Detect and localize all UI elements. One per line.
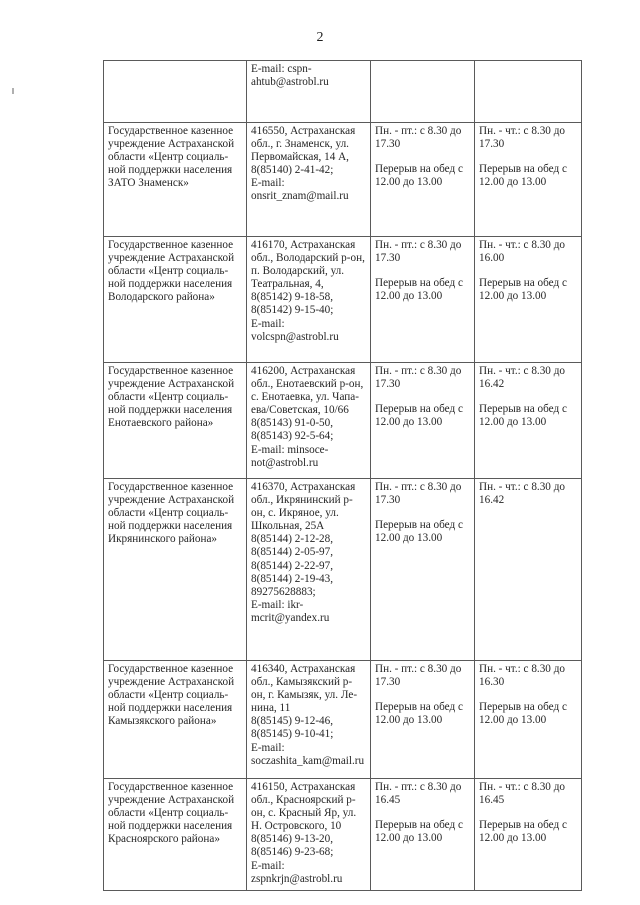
address-line: он, г. Камызяк, ул. Ле- bbox=[251, 689, 358, 702]
address-line: 8(85144) 2-05-97, bbox=[251, 546, 334, 559]
alt-hours-cell bbox=[475, 363, 582, 479]
address-cell bbox=[247, 479, 371, 661]
address-line: 8(85140) 2-41-42; bbox=[251, 164, 334, 177]
address-line: 8(85146) 9-23-68; bbox=[251, 846, 334, 859]
lunch-break: Перерыв на обед с 12.00 до 13.00 bbox=[479, 277, 567, 303]
weekday-hours-cell bbox=[371, 123, 475, 237]
table-row bbox=[104, 237, 582, 363]
weekday-hours-cell bbox=[371, 479, 475, 661]
address-line: 416370, Астраханская bbox=[251, 481, 356, 493]
organization-cell bbox=[104, 123, 247, 237]
address-line: Театральная, 4, bbox=[251, 278, 324, 291]
address-line: not@astrobl.ru bbox=[251, 456, 319, 469]
lunch-break: Перерыв на обед с 12.00 до 13.00 bbox=[375, 819, 463, 845]
address-line: 416170, Астраханская bbox=[251, 239, 356, 251]
address-line: 416150, Астраханская bbox=[251, 781, 356, 793]
address-line: E-mail: ikr- bbox=[251, 598, 304, 611]
table-row bbox=[104, 363, 582, 479]
organization-name: Государственное казенное учреждение Астраханской области «Центр социаль-ной поддержки населения Красноярского района» bbox=[108, 781, 235, 846]
lunch-break: Перерыв на обед с 12.00 до 13.00 bbox=[375, 163, 463, 189]
address-cell bbox=[247, 123, 371, 237]
alt-hours-cell bbox=[475, 61, 582, 123]
address-line: E-mail: cspn- bbox=[251, 63, 312, 75]
address-line: soczashita_kam@mail.ru bbox=[251, 754, 365, 767]
address-line: E-mail: bbox=[251, 741, 285, 754]
address-line: Школьная, 25А bbox=[251, 520, 325, 533]
organization-name: Государственное казенное учреждение Астраханской области «Центр социаль-ной поддержки населения Енотаевского района» bbox=[108, 365, 235, 430]
address-line: 8(85144) 2-19-43, bbox=[251, 572, 334, 585]
weekday-hours-cell bbox=[371, 363, 475, 479]
lunch-break: Перерыв на обед с 12.00 до 13.00 bbox=[375, 519, 463, 545]
organization-cell bbox=[104, 237, 247, 363]
address-cell bbox=[247, 237, 371, 363]
weekday-hours-cell bbox=[371, 61, 475, 123]
address-line: 8(85142) 9-15-40; bbox=[251, 304, 334, 317]
address-line: E-mail: minsoce- bbox=[251, 443, 329, 456]
address-line: 8(85146) 9-13-20, bbox=[251, 833, 334, 846]
organization-cell bbox=[104, 661, 247, 779]
address-line: обл., Камызякский р- bbox=[251, 676, 353, 689]
working-hours: Пн. - чт.: с 8.30 до 16.42 bbox=[479, 365, 565, 391]
page-number: 2 bbox=[316, 30, 324, 45]
organization-cell bbox=[104, 61, 247, 123]
alt-hours-cell bbox=[475, 123, 582, 237]
lunch-break: Перерыв на обед с 12.00 до 13.00 bbox=[375, 277, 463, 303]
address-line: volcspn@astrobl.ru bbox=[251, 330, 339, 343]
address-line: ahtub@astrobl.ru bbox=[251, 76, 329, 89]
weekday-hours-cell bbox=[371, 779, 475, 891]
address-line: 89275628883; bbox=[251, 585, 316, 598]
address-line: 8(85143) 91-0-50, bbox=[251, 417, 334, 430]
alt-hours-cell bbox=[475, 237, 582, 363]
address-line: Н. Островского, 10 bbox=[251, 820, 342, 833]
lunch-break: Перерыв на обед с 12.00 до 13.00 bbox=[479, 819, 567, 845]
address-line: onsrit_znam@mail.ru bbox=[251, 190, 349, 203]
address-line: 416340, Астраханская bbox=[251, 663, 356, 675]
address-line: E-mail: bbox=[251, 859, 285, 872]
working-hours: Пн. - пт.: с 8.30 до 17.30 bbox=[375, 663, 462, 689]
address-line: 416550, Астраханская bbox=[251, 125, 356, 137]
table-row bbox=[104, 779, 582, 891]
address-line: ева/Советская, 10/66 bbox=[251, 404, 349, 417]
lunch-break: Перерыв на обед с 12.00 до 13.00 bbox=[375, 701, 463, 727]
address-line: 8(85143) 92-5-64; bbox=[251, 430, 334, 443]
address-line: п. Володарский, ул. bbox=[251, 265, 345, 278]
address-cell bbox=[247, 779, 371, 891]
address-line: mcrit@yandex.ru bbox=[251, 611, 330, 624]
lunch-break: Перерыв на обед с 12.00 до 13.00 bbox=[479, 163, 567, 189]
address-line: 8(85142) 9-18-58, bbox=[251, 291, 334, 304]
working-hours: Пн. - чт.: с 8.30 до 16.42 bbox=[479, 481, 565, 507]
organization-cell bbox=[104, 779, 247, 891]
working-hours: Пн. - чт.: с 8.30 до 16.00 bbox=[479, 239, 565, 265]
organization-name: Государственное казенное учреждение Астраханской области «Центр социаль-ной поддержки населения Камызякского района» bbox=[108, 663, 235, 728]
organization-cell bbox=[104, 363, 247, 479]
address-line: 8(85145) 9-12-46, bbox=[251, 715, 334, 728]
lunch-break: Перерыв на обед с 12.00 до 13.00 bbox=[479, 701, 567, 727]
working-hours: Пн. - чт.: с 8.30 до 17.30 bbox=[479, 125, 565, 151]
working-hours: Пн. - пт.: с 8.30 до 17.30 bbox=[375, 481, 462, 507]
working-hours: Пн. - чт.: с 8.30 до 16.30 bbox=[479, 663, 565, 689]
table-row bbox=[104, 123, 582, 237]
alt-hours-cell bbox=[475, 479, 582, 661]
address-line: E-mail: bbox=[251, 317, 285, 330]
weekday-hours-cell bbox=[371, 237, 475, 363]
address-line: с. Енотаевка, ул. Чапа- bbox=[251, 391, 359, 404]
address-line: он, с. Красный Яр, ул. bbox=[251, 807, 357, 820]
address-line: zspnkrjn@astrobl.ru bbox=[251, 872, 343, 885]
working-hours: Пн. - пт.: с 8.30 до 17.30 bbox=[375, 365, 462, 391]
lunch-break: Перерыв на обед с 12.00 до 13.00 bbox=[479, 403, 567, 429]
address-line: 8(85144) 2-12-28, bbox=[251, 533, 334, 546]
working-hours: Пн. - пт.: с 8.30 до 16.45 bbox=[375, 781, 462, 807]
address-line: E-mail: bbox=[251, 177, 285, 190]
address-line: нина, 11 bbox=[251, 702, 291, 715]
address-line: 416200, Астраханская bbox=[251, 365, 356, 377]
address-line: он, с. Икряное, ул. bbox=[251, 507, 339, 520]
address-line: обл., Красноярский р- bbox=[251, 794, 356, 807]
working-hours: Пн. - чт.: с 8.30 до 16.45 bbox=[479, 781, 565, 807]
organization-name: Государственное казенное учреждение Астраханской области «Центр социаль-ной поддержки населения ЗАТО Знаменск» bbox=[108, 125, 235, 190]
weekday-hours-cell bbox=[371, 661, 475, 779]
table-row bbox=[104, 61, 582, 123]
organization-cell bbox=[104, 479, 247, 661]
alt-hours-cell bbox=[475, 661, 582, 779]
organization-name: Государственное казенное учреждение Астраханской области «Центр социаль-ной поддержки населения Володарского района» bbox=[108, 239, 235, 304]
address-line: 8(85145) 9-10-41; bbox=[251, 728, 334, 741]
working-hours: Пн. - пт.: с 8.30 до 17.30 bbox=[375, 125, 462, 151]
lunch-break: Перерыв на обед с 12.00 до 13.00 bbox=[375, 403, 463, 429]
table-row bbox=[104, 479, 582, 661]
address-line: Первомайская, 14 А, bbox=[251, 151, 349, 164]
table-row bbox=[104, 661, 582, 779]
organization-name: Государственное казенное учреждение Астраханской области «Центр социаль-ной поддержки населения Икрянинского района» bbox=[108, 481, 235, 546]
address-cell bbox=[247, 61, 371, 123]
scan-margin-mark bbox=[12, 88, 14, 94]
alt-hours-cell bbox=[475, 779, 582, 891]
address-line: 8(85144) 2-22-97, bbox=[251, 559, 334, 572]
centers-schedule-table bbox=[103, 60, 582, 891]
table-body bbox=[104, 61, 582, 891]
address-cell bbox=[247, 661, 371, 779]
address-line: обл., Енотаевский р-он, bbox=[251, 378, 364, 391]
address-cell bbox=[247, 363, 371, 479]
working-hours: Пн. - пт.: с 8.30 до 17.30 bbox=[375, 239, 462, 265]
address-line: обл., Икрянинский р- bbox=[251, 494, 353, 507]
address-line: обл., г. Знаменск, ул. bbox=[251, 138, 349, 151]
address-line: обл., Володарский р-он, bbox=[251, 252, 365, 265]
